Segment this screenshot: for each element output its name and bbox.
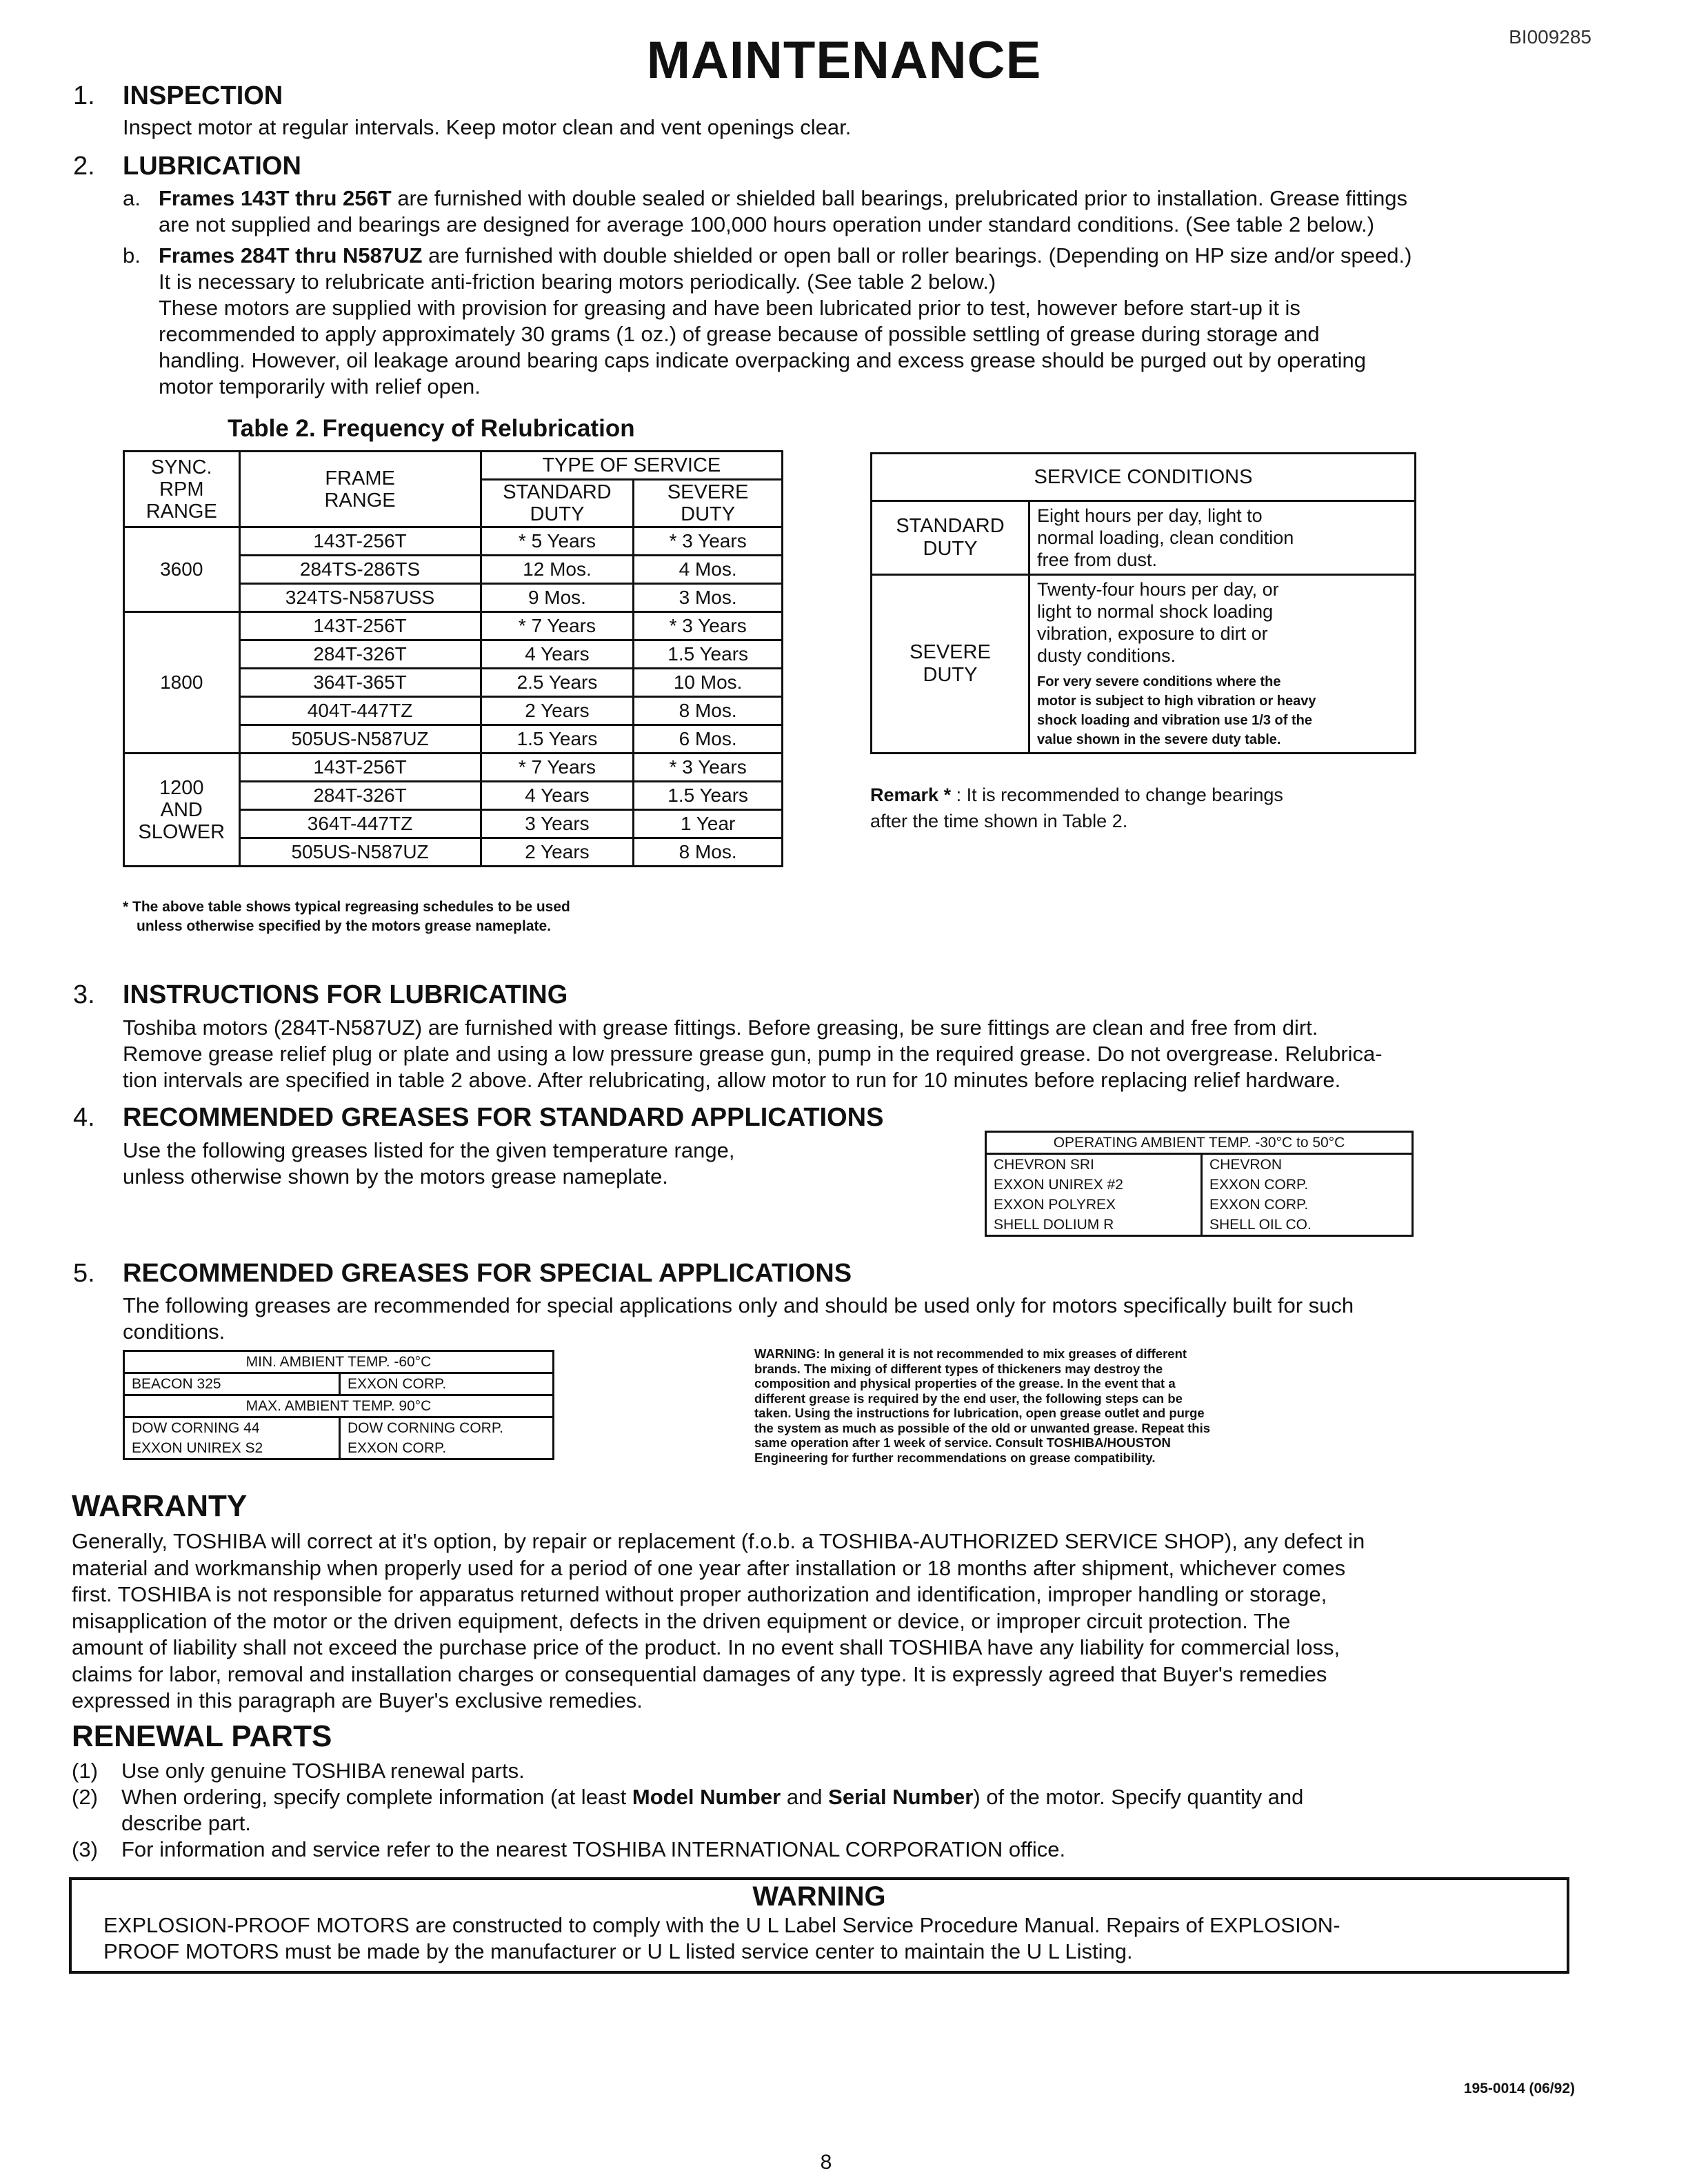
- frame-cell: 364T-365T: [239, 669, 481, 697]
- document-id: BI009285: [1509, 26, 1591, 48]
- explosion-proof-warning-box: [69, 1877, 1569, 1974]
- renewal-parts-heading: RENEWAL PARTS: [72, 1719, 332, 1753]
- service-conditions-table: [870, 452, 1416, 754]
- section-5-number: 5.: [73, 1259, 95, 1288]
- renewal-item-3: For information and service refer to the nearest TOSHIBA INTERNATIONAL CORPORATION office.: [121, 1837, 1066, 1861]
- section-4-line2: unless otherwise shown by the motors grease nameplate.: [123, 1164, 668, 1189]
- standard-cell: * 7 Years: [481, 754, 634, 782]
- lubrication-a-marker: a.: [123, 186, 141, 210]
- frame-cell: 284T-326T: [239, 640, 481, 669]
- table-row: [124, 612, 783, 640]
- lubrication-b-marker: b.: [123, 243, 141, 267]
- standard-duty-description: Eight hours per day, light to normal loading, clean condition free from dust.: [1029, 501, 1416, 575]
- table-note-line2: unless otherwise specified by the motors grease nameplate.: [137, 918, 552, 934]
- footer-code: 195-0014 (06/92): [1463, 2081, 1575, 2096]
- lubrication-a-line1: Frames 143T thru 256T are furnished with double sealed or shielded ball bearings, prelubricated prior to installation. Grease fittings: [159, 186, 1408, 210]
- standard-cell: 4 Years: [481, 640, 634, 669]
- header-severe-duty: SEVERE DUTY: [634, 480, 783, 527]
- warranty-text: Generally, TOSHIBA will correct at it's option, by repair or replacement (f.o.b. a TOSHIBA-AUTHORIZED SERVICE SHOP), any defect in material and workmanship when properly used for a period of one year after installation or 18 months after shipment, whichever comes first. TOSHIBA is not responsible for apparatus returned without proper authorization and identification, improper handling or storage, misapplication of the motor or the driven equipment, defects in the driven equipment or device, or improper circuit protection. The amount of liability shall not exceed the purchase price of the product. In no event shall TOSHIBA have any liability for commercial loss, claims for labor, removal and installation charges or consequential damages of any type. It is expressly agreed that Buyer's remedies expressed in this paragraph are Buyer's exclusive remedies.: [72, 1529, 1365, 1712]
- frame-cell: 284TS-286TS: [239, 556, 481, 584]
- header-standard-duty: STANDARD DUTY: [481, 480, 634, 527]
- grease-makers: DOW CORNING CORP. EXXON CORP.: [340, 1417, 554, 1459]
- rpm-group-1800: 1800: [124, 612, 240, 754]
- frame-cell: 505US-N587UZ: [239, 838, 481, 867]
- standard-cell: 12 Mos.: [481, 556, 634, 584]
- min-temp-title: MIN. AMBIENT TEMP. -60°C: [124, 1351, 554, 1373]
- section-3-line3: tion intervals are specified in table 2 above. After relubricating, allow motor to run for 10 minutes before replacing relief hardware.: [123, 1068, 1341, 1092]
- severe-cell: 1.5 Years: [634, 782, 783, 810]
- page-number: 8: [820, 2151, 832, 2174]
- standard-cell: 1.5 Years: [481, 725, 634, 754]
- rpm-group-1200-and-slower: 1200 AND SLOWER: [124, 754, 240, 867]
- lubrication-b-line1: Frames 284T thru N587UZ are furnished with double shielded or open ball or roller bearings. (Depending on HP size and/or speed.): [159, 243, 1412, 267]
- remark-line2: after the time shown in Table 2.: [870, 811, 1128, 831]
- remark-line1: Remark * : It is recommended to change bearings: [870, 785, 1283, 805]
- section-5-line2: conditions.: [123, 1320, 225, 1344]
- section-3-line1: Toshiba motors (284T-N587UZ) are furnished with grease fittings. Before greasing, be sure fittings are clean and free from dirt.: [123, 1015, 1318, 1040]
- section-3-number: 3.: [73, 980, 95, 1009]
- standard-greases-temp-range: OPERATING AMBIENT TEMP. -30°C to 50°C: [986, 1132, 1413, 1154]
- renewal-item-1-number: (1): [72, 1759, 98, 1783]
- header-type-of-service: TYPE OF SERVICE: [481, 452, 782, 480]
- standard-greases-table: [985, 1131, 1414, 1237]
- warning-heading: WARNING: [752, 1881, 886, 1912]
- table-note-line1: * The above table shows typical regreasing schedules to be used: [123, 899, 570, 915]
- section-4-heading: RECOMMENDED GREASES FOR STANDARD APPLICATIONS: [123, 1103, 884, 1132]
- renewal-item-2-number: (2): [72, 1785, 98, 1809]
- section-4-number: 4.: [73, 1103, 95, 1132]
- severe-duty-description: Twenty-four hours per day, or light to normal shock loading vibration, exposure to dirt or dusty conditions. For very severe conditions where the motor is subject to high vibration or heavy shock loading and vibration use 1/3 of the value shown in the severe duty table.: [1029, 575, 1416, 754]
- grease-names: CHEVRON SRI EXXON UNIREX #2 EXXON POLYREX SHELL DOLIUM R: [986, 1154, 1202, 1236]
- severe-cell: 8 Mos.: [634, 697, 783, 725]
- grease-makers: CHEVRON EXXON CORP. EXXON CORP. SHELL OIL CO.: [1202, 1154, 1413, 1236]
- severe-cell: 3 Mos.: [634, 584, 783, 612]
- max-temp-title: MAX. AMBIENT TEMP. 90°C: [124, 1395, 554, 1417]
- standard-cell: * 5 Years: [481, 527, 634, 556]
- grease-name: BEACON 325: [124, 1373, 340, 1395]
- lubrication-b-line2: It is necessary to relubricate anti-friction bearing motors periodically. (See table 2 below.): [159, 270, 996, 294]
- frame-cell: 143T-256T: [239, 754, 481, 782]
- frame-cell: 404T-447TZ: [239, 697, 481, 725]
- table-row: [124, 527, 783, 556]
- frame-cell: 143T-256T: [239, 612, 481, 640]
- service-conditions-header: SERVICE CONDITIONS: [872, 454, 1416, 501]
- standard-cell: 2 Years: [481, 838, 634, 867]
- section-1-text: Inspect motor at regular intervals. Keep motor clean and vent openings clear.: [123, 115, 852, 139]
- relubrication-table: [123, 450, 783, 867]
- warranty-heading: WARRANTY: [72, 1489, 248, 1523]
- header-sync-rpm-range: SYNC. RPM RANGE: [124, 452, 240, 527]
- severe-cell: * 3 Years: [634, 527, 783, 556]
- grease-mixing-warning: WARNING: In general it is not recommended to mix greases of different brands. The mixing of different types of thickeners may destroy the composition and physical properties of the grease. In the event that a different grease is required by the end user, the following steps can be taken. Using the instructions for lubrication, open grease outlet and purge the system as much as possible of the old or unwanted grease. Repeat this same operation after 1 week of service. Consult TOSHIBA/HOUSTON Engineering for further recommendations on grease compatibility.: [754, 1346, 1211, 1465]
- section-1-number: 1.: [73, 81, 95, 110]
- warning-text: EXPLOSION-PROOF MOTORS are constructed to comply with the U L Label Service Procedure Manual. Repairs of EXPLOSION- PROOF MOTORS must be made by the manufacturer or U L listed service center to maintain the U L Listing.: [103, 1913, 1340, 1963]
- standard-cell: 2.5 Years: [481, 669, 634, 697]
- severe-cell: 1 Year: [634, 810, 783, 838]
- table-row: [124, 754, 783, 782]
- frame-cell: 143T-256T: [239, 527, 481, 556]
- section-3-line2: Remove grease relief plug or plate and using a low pressure grease gun, pump in the required grease. Do not overgrease. Relubrica-: [123, 1042, 1383, 1066]
- severe-cell: 8 Mos.: [634, 838, 783, 867]
- section-1-heading: INSPECTION: [123, 81, 283, 110]
- rpm-group-3600: 3600: [124, 527, 240, 612]
- lubrication-b-line6: motor temporarily with relief open.: [159, 374, 481, 398]
- severe-cell: 10 Mos.: [634, 669, 783, 697]
- section-2-number: 2.: [73, 152, 95, 181]
- section-5-line1: The following greases are recommended for special applications only and should be used only for motors specifically built for such: [123, 1293, 1354, 1317]
- severe-cell: * 3 Years: [634, 754, 783, 782]
- severe-cell: 4 Mos.: [634, 556, 783, 584]
- lubrication-a-line2: are not supplied and bearings are designed for average 100,000 hours operation under standard conditions. (See table 2 below.): [159, 212, 1375, 236]
- lubrication-b-line3: These motors are supplied with provision for greasing and have been lubricated prior to test, however before start-up it is: [159, 296, 1300, 320]
- standard-cell: 9 Mos.: [481, 584, 634, 612]
- page-title: MAINTENANCE: [646, 31, 1042, 90]
- severe-cell: * 3 Years: [634, 612, 783, 640]
- section-5-heading: RECOMMENDED GREASES FOR SPECIAL APPLICATIONS: [123, 1259, 852, 1288]
- renewal-item-1: Use only genuine TOSHIBA renewal parts.: [121, 1759, 525, 1783]
- frame-cell: 364T-447TZ: [239, 810, 481, 838]
- grease-maker: EXXON CORP.: [340, 1373, 554, 1395]
- standard-cell: 2 Years: [481, 697, 634, 725]
- frame-cell: 284T-326T: [239, 782, 481, 810]
- header-frame-range: FRAME RANGE: [239, 452, 481, 527]
- severe-cell: 1.5 Years: [634, 640, 783, 669]
- severe-duty-label: SEVERE DUTY: [872, 575, 1029, 754]
- standard-cell: * 7 Years: [481, 612, 634, 640]
- section-2-heading: LUBRICATION: [123, 152, 301, 181]
- standard-cell: 3 Years: [481, 810, 634, 838]
- frame-cell: 324TS-N587USS: [239, 584, 481, 612]
- table-2-caption: Table 2. Frequency of Relubrication: [228, 415, 635, 442]
- special-greases-table: [123, 1350, 554, 1460]
- frame-cell: 505US-N587UZ: [239, 725, 481, 754]
- severe-cell: 6 Mos.: [634, 725, 783, 754]
- lubrication-b-line5: handling. However, oil leakage around bearing caps indicate overpacking and excess grease should be purged out by operating: [159, 348, 1366, 372]
- lubrication-b-line4: recommended to apply approximately 30 grams (1 oz.) of grease because of possible settling of grease during storage and: [159, 322, 1320, 346]
- standard-cell: 4 Years: [481, 782, 634, 810]
- standard-duty-label: STANDARD DUTY: [872, 501, 1029, 575]
- renewal-item-2-continued: describe part.: [121, 1811, 251, 1835]
- renewal-item-2: When ordering, specify complete information (at least Model Number and Serial Number) of the motor. Specify quantity and: [121, 1785, 1304, 1809]
- renewal-item-3-number: (3): [72, 1837, 98, 1861]
- section-4-line1: Use the following greases listed for the given temperature range,: [123, 1138, 735, 1162]
- grease-names: DOW CORNING 44 EXXON UNIREX S2: [124, 1417, 340, 1459]
- section-3-heading: INSTRUCTIONS FOR LUBRICATING: [123, 980, 568, 1009]
